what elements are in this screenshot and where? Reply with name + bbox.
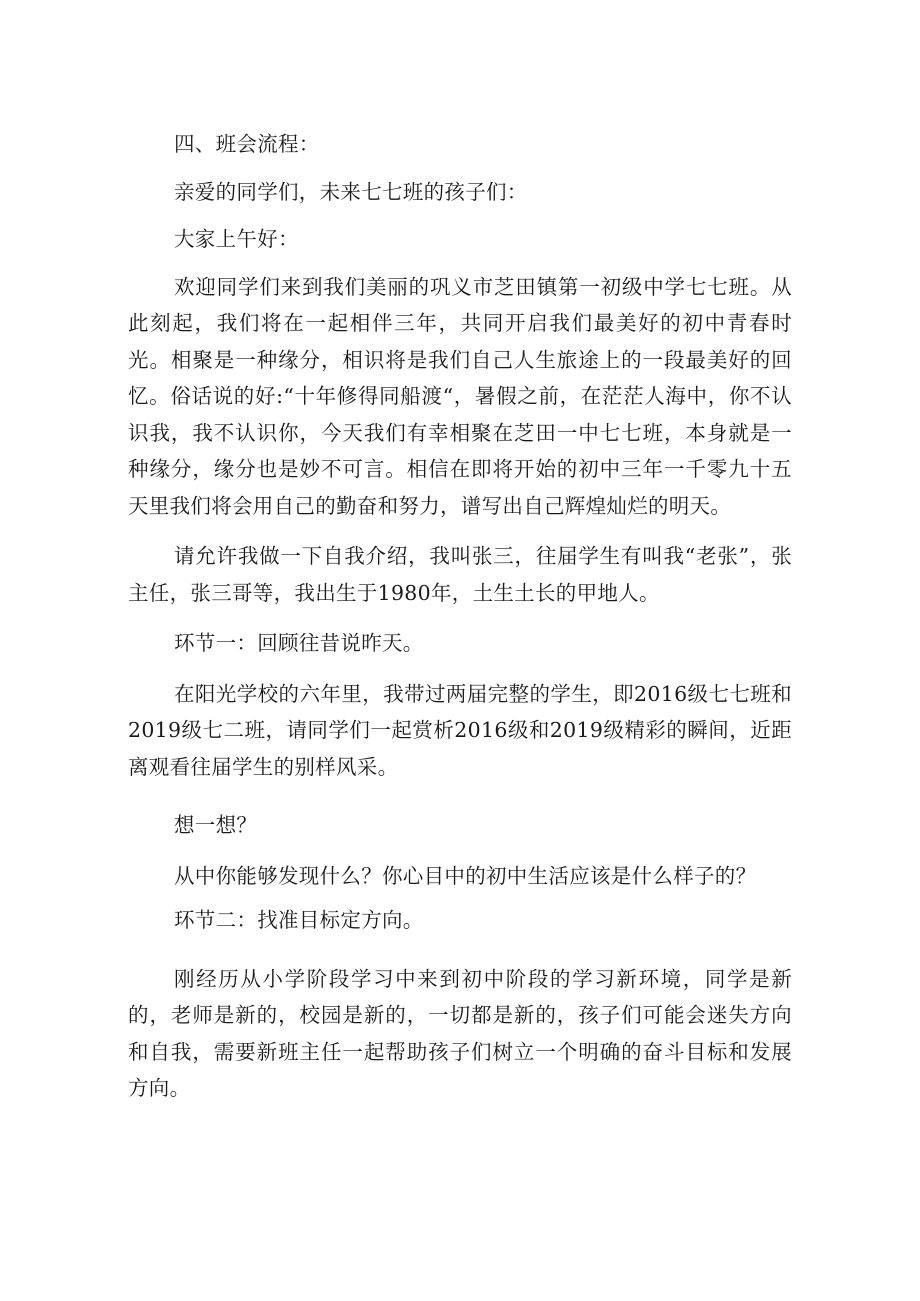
greeting-students: 亲爱的同学们，未来七七班的孩子们： [174, 179, 528, 204]
section-two-heading: 环节二：找准目标定方向。 [174, 908, 424, 932]
self-introduction-paragraph: 请允许我做一下自我介绍，我叫张三，往届学生有叫我“老张”，张主任，张三哥等，我出生于1980年，土生土长的甲地人。 [128, 544, 792, 605]
document-body [128, 126, 792, 1107]
question-paragraph: 从中你能够发现什么？你心目中的初中生活应该是什么样子的？ [174, 863, 757, 888]
welcome-paragraph: 欢迎同学们来到我们美丽的巩义市芝田镇第一初级中学七七班。从此刻起，我们将在一起相伴三年，共同开启我们最美好的初中青春时光。相聚是一种缘分，相识将是我们自己人生旅途上的一段最美好的回忆。俗话说的好:“十年修得同船渡“，暑假之前，在茫茫人海中，你不认识我，我不认识你，今天我们有幸相聚在芝田一中七七班，本身就是一种缘分，缘分也是妙不可言。相信在即将开始的初中三年一千零九十五天里我们将会用自己的勤奋和努力，谱写出自己辉煌灿烂的明天。 [128, 274, 792, 518]
think-prompt: 想一想？ [174, 813, 258, 837]
greeting-morning: 大家上午好： [174, 227, 299, 251]
goal-paragraph: 刚经历从小学阶段学习中来到初中阶段的学习新环境，同学是新的，老师是新的，校园是新的，一切都是新的，孩子们可能会迷失方向和自我，需要新班主任一起帮助孩子们树立一个明确的奋斗目标和发展方向。 [128, 966, 792, 1100]
review-paragraph: 在阳光学校的六年里，我带过两届完整的学生，即2016级七七班和2019级七二班，请同学们一起赏析2016级和2019级精彩的瞬间，近距离观看往届学生的别样风采。 [128, 681, 792, 779]
section-one-heading: 环节一：回顾往昔说昨天。 [174, 631, 424, 655]
section-heading-process: 四、班会流程： [174, 132, 320, 156]
